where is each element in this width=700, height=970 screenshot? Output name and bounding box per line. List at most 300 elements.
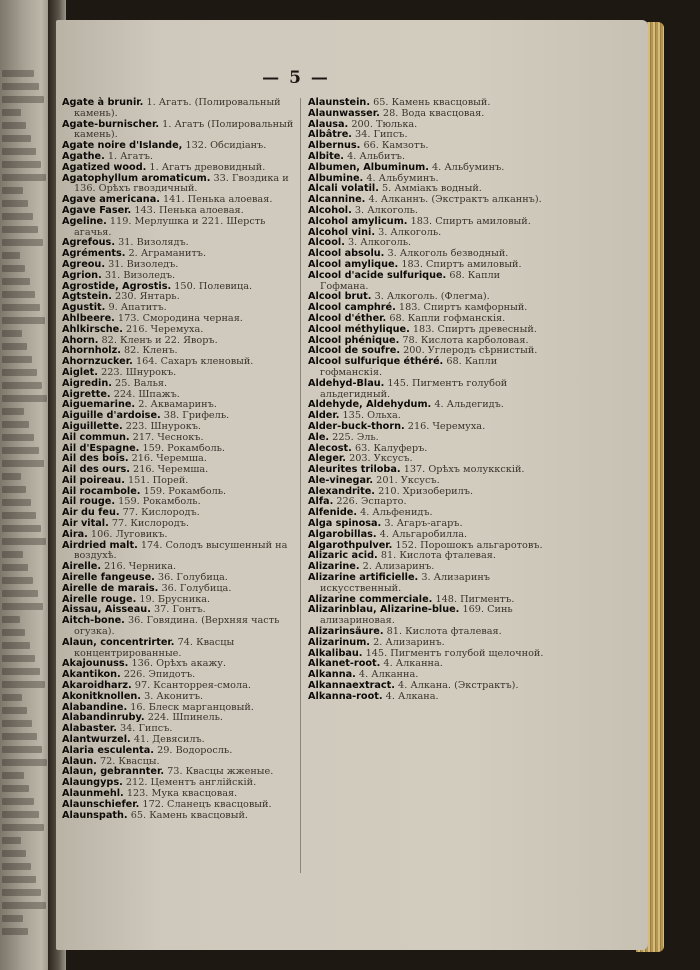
- entry-headword: Alizarine commerciale.: [308, 593, 433, 605]
- entry-headword: Alcool.: [308, 237, 345, 249]
- entry-headword: Alantwurzel.: [62, 734, 131, 746]
- left-page-text-fragment: [2, 655, 35, 662]
- entry-definition: 216. Черемша.: [131, 453, 207, 465]
- entry-definition: 150. Полевица.: [174, 280, 253, 292]
- entry-headword: Alkanet-root.: [308, 658, 381, 670]
- left-page-text-fragment: [2, 174, 46, 181]
- entry-definition: 4. Альдегидъ.: [434, 399, 504, 411]
- entry-headword: Alkanna-root.: [308, 690, 383, 702]
- left-page-text-fragment: [2, 317, 45, 324]
- entry-definition: 77. Кислородъ.: [122, 507, 200, 519]
- entry-headword: Agate à brunir.: [62, 97, 144, 108]
- page-number: — 5 —: [262, 68, 330, 88]
- entry-definition: 141. Пенька алоевая.: [163, 194, 273, 206]
- left-page-text-fragment: [2, 447, 39, 454]
- entry-headword: Agave americana.: [62, 194, 160, 206]
- entry-headword: Alder-buck-thorn.: [308, 420, 405, 432]
- entry-definition: 226. Эспарто.: [336, 496, 407, 508]
- entry-definition: 81. Кислота фталевая.: [386, 626, 502, 638]
- entry-headword: Alcool absolu.: [308, 248, 385, 260]
- left-page-text-fragment: [2, 382, 42, 389]
- dictionary-entry: [308, 573, 544, 595]
- entry-definition: 164. Сахаръ кленовый.: [135, 356, 254, 368]
- entry-headword: Ail des ours.: [62, 464, 130, 476]
- left-page-text-fragment: [2, 772, 24, 779]
- entry-headword: Agrostide, Agrostis.: [62, 280, 172, 292]
- entry-definition: 82. Кленъ и 22. Яворъ.: [101, 334, 218, 346]
- entry-definition: 1. Агатъ древовидный.: [149, 161, 266, 173]
- left-page-text-fragment: [2, 96, 44, 103]
- entry-definition: 97. Ксанторрея-смола.: [134, 680, 251, 692]
- entry-headword: Alcool de soufre.: [308, 345, 401, 357]
- entry-definition: 174. Солодъ высушенный на воздухѣ.: [74, 539, 288, 562]
- entry-definition: 212. Цементъ англійскій.: [125, 777, 257, 789]
- left-page-text-fragment: [2, 70, 34, 77]
- entry-headword: Alausa.: [308, 118, 349, 130]
- left-page-text-fragment: [2, 109, 21, 116]
- left-page-text-fragment: [2, 707, 27, 714]
- entry-definition: 119. Мерлушка и 221. Шерсть агачья.: [74, 215, 266, 238]
- left-page-text-fragment: [2, 200, 28, 207]
- entry-definition: 82. Кленъ.: [124, 345, 178, 357]
- left-page-text-fragment: [2, 616, 20, 623]
- entry-definition: 25. Валья.: [115, 377, 168, 389]
- entry-definition: 41. Девясилъ.: [133, 734, 205, 746]
- left-page-text-fragment: [2, 694, 22, 701]
- entry-definition: 123. Мука квасцовая.: [126, 788, 238, 799]
- entry-definition: 4. Алкана. (Экстрактъ).: [398, 680, 519, 692]
- entry-definition: 230. Янтарь.: [115, 291, 180, 303]
- left-page-text-fragment: [2, 226, 38, 233]
- left-page-text-fragment: [2, 330, 22, 337]
- entry-headword: Albumine.: [308, 172, 364, 184]
- entry-definition: 4. Алканна.: [358, 669, 419, 681]
- left-page-text-fragment: [2, 720, 32, 727]
- left-page-text-fragment: [2, 928, 28, 935]
- left-page-text-fragment: [2, 265, 25, 272]
- entry-headword: Aitch-bone.: [62, 615, 125, 627]
- entry-headword: Alcannine.: [308, 194, 366, 206]
- entry-definition: 16. Блеск марганцовый.: [130, 701, 254, 713]
- entry-headword: Albumen, Albuminum.: [308, 161, 429, 173]
- left-page-text-fragment: [2, 434, 34, 441]
- left-page-text-fragment: [2, 798, 34, 805]
- left-page-text-fragment: [2, 473, 21, 480]
- entry-definition: 9. Апатитъ.: [108, 302, 167, 314]
- entry-definition: 68. Капли гофманскія.: [389, 312, 506, 324]
- entry-headword: Ail d'Espagne.: [62, 442, 140, 454]
- entry-definition: 169. Синь ализариновая.: [320, 604, 513, 627]
- left-page-text-fragment: [2, 902, 46, 909]
- entry-definition: 36. Говядина. (Верхняя часть огузка).: [74, 615, 280, 638]
- entry-headword: Alaunmehl.: [62, 788, 124, 799]
- left-page-text-fragment: [2, 746, 42, 753]
- entry-headword: Alcool sulfurique éthéré.: [308, 356, 444, 368]
- entry-definition: 223. Шнурокъ.: [125, 420, 201, 432]
- entry-definition: 28. Вода квасцовая.: [382, 107, 485, 119]
- entry-definition: 3. Агаръ-агаръ.: [384, 518, 463, 530]
- entry-headword: Alkalibau.: [308, 647, 363, 659]
- entry-headword: Alaun, gebrannter.: [62, 766, 165, 778]
- entry-headword: Aira.: [62, 528, 88, 540]
- entry-definition: 4. Альбуминъ.: [432, 161, 505, 173]
- entry-definition: 65. Камень квасцовый.: [373, 97, 491, 108]
- entry-definition: 106. Луговикъ.: [90, 528, 168, 540]
- entry-definition: 1. Агатъ (Полировальный камень).: [74, 118, 294, 141]
- entry-headword: Ahornholz.: [62, 345, 121, 357]
- left-page-text-fragment: [2, 850, 26, 857]
- left-page-text-fragment: [2, 837, 21, 844]
- left-page-text-fragment: [2, 83, 39, 90]
- entry-headword: Algarothpulver.: [308, 539, 393, 551]
- entry-definition: 4. Алканна.: [383, 658, 443, 670]
- left-page-text-fragment: [2, 564, 28, 571]
- entry-definition: 145. Пигментъ голубой альдегидный.: [320, 377, 508, 400]
- left-column: [62, 98, 298, 821]
- left-page-text-fragment: [2, 291, 35, 298]
- entry-headword: Akonitknollen.: [62, 690, 141, 702]
- entry-headword: Alcool camphré.: [308, 302, 396, 314]
- left-page-text-fragment: [2, 525, 41, 532]
- entry-headword: Alizaric acid.: [308, 550, 378, 562]
- entry-headword: Alcool brut.: [308, 291, 372, 303]
- entry-definition: 200. Тюлька.: [351, 118, 418, 130]
- entry-headword: Ale-vinegar.: [308, 474, 374, 486]
- entry-definition: 173. Смородина черная.: [117, 312, 243, 324]
- entry-definition: 77. Кислородъ.: [111, 518, 189, 530]
- left-page-text-fragment: [2, 304, 40, 311]
- dictionary-entry: [62, 746, 298, 757]
- dictionary-entry: [62, 638, 298, 660]
- entry-headword: Agatophyllum aromaticum.: [62, 172, 211, 184]
- entry-definition: 136. Орѣхъ акажу.: [131, 658, 227, 670]
- left-page-text-fragment: [2, 499, 31, 506]
- entry-headword: Alaungyps.: [62, 777, 123, 789]
- entry-headword: Alcool méthylique.: [308, 323, 410, 335]
- left-page-text-fragment: [2, 512, 36, 519]
- entry-headword: Akajounuss.: [62, 658, 129, 670]
- entry-definition: 151. Порей.: [127, 474, 189, 486]
- entry-definition: 68. Капли Гофмана.: [320, 269, 501, 292]
- entry-headword: Aldehyd-Blau.: [308, 377, 385, 389]
- entry-headword: Airelle de marais.: [62, 582, 159, 594]
- dictionary-entry: [62, 98, 298, 120]
- entry-headword: Agate-burnischer.: [62, 118, 160, 130]
- entry-definition: 3. Алкоголь. (Флегма).: [374, 291, 490, 303]
- entry-headword: Alabandinruby.: [62, 712, 145, 724]
- left-page-text-fragment: [2, 161, 41, 168]
- entry-headword: Alcool d'acide sulfurique.: [308, 269, 447, 281]
- entry-definition: 224. Шпинель.: [147, 712, 224, 724]
- entry-headword: Algarobillas.: [308, 528, 377, 540]
- dictionary-entry: [308, 692, 544, 703]
- entry-definition: 3. Ализаринъ искусственный.: [320, 572, 490, 594]
- entry-definition: 37. Гонтъ.: [153, 604, 206, 616]
- entry-definition: 216. Черника.: [104, 561, 177, 573]
- entry-definition: 159. Рокамболь.: [143, 485, 227, 497]
- entry-headword: Agtstein.: [62, 291, 112, 303]
- entry-headword: Agréments.: [62, 248, 126, 260]
- entry-definition: 73. Квасцы жженые.: [167, 766, 274, 778]
- entry-headword: Ale.: [308, 431, 330, 443]
- entry-headword: Air vital.: [62, 518, 109, 530]
- entry-headword: Aissau, Aisseau.: [62, 604, 151, 616]
- entry-headword: Alaunwasser.: [308, 107, 380, 119]
- entry-headword: Alexandrite.: [308, 485, 375, 497]
- entry-headword: Aigredin.: [62, 377, 112, 389]
- entry-headword: Ail commun.: [62, 431, 130, 443]
- entry-definition: 1. Агатъ. (Полировальный камень).: [74, 97, 281, 119]
- entry-headword: Aiguille d'ardoise.: [62, 410, 161, 422]
- entry-headword: Agatized wood.: [62, 161, 147, 173]
- entry-headword: Alcohol.: [308, 204, 352, 216]
- entry-headword: Alaunspath.: [62, 809, 128, 821]
- left-page-text-fragment: [2, 148, 36, 155]
- entry-definition: 145. Пигментъ голубой щелочной.: [365, 647, 544, 659]
- dictionary-entry: [308, 379, 544, 401]
- entry-headword: Alcool d'éther.: [308, 312, 387, 324]
- entry-definition: 183. Спиртъ амиловый.: [410, 215, 531, 227]
- entry-definition: 3. Алкоголь безводный.: [387, 248, 509, 260]
- entry-headword: Alcohol vini.: [308, 226, 375, 238]
- entry-definition: 216. Черемша.: [133, 464, 209, 476]
- entry-headword: Aleger.: [308, 453, 346, 465]
- entry-definition: 216. Черемуха.: [126, 323, 204, 335]
- entry-headword: Ahorn.: [62, 334, 99, 346]
- entry-definition: 210. Хризоберилъ.: [378, 485, 474, 497]
- entry-definition: 2. Ализаринъ.: [362, 561, 435, 573]
- column-divider: [300, 98, 301, 873]
- entry-headword: Airdried malt.: [62, 539, 138, 551]
- entry-headword: Alaunstein.: [308, 97, 371, 108]
- left-page-text-fragment: [2, 642, 30, 649]
- left-page-text-fragment: [2, 395, 47, 402]
- entry-headword: Alcohol amylicum.: [308, 215, 408, 227]
- entry-headword: Air du feu.: [62, 507, 120, 519]
- dictionary-entry: [62, 174, 298, 196]
- left-page-text-fragment: [2, 889, 41, 896]
- entry-headword: Alaunschiefer.: [62, 798, 140, 810]
- entry-definition: 159. Рокамболь.: [142, 442, 225, 454]
- entry-definition: 143. Пенька алоевая.: [134, 204, 244, 216]
- left-page-text-fragment: [2, 759, 47, 766]
- entry-definition: 135. Ольха.: [342, 410, 401, 422]
- dictionary-entry: [62, 811, 298, 822]
- entry-definition: 19. Брусника.: [139, 593, 211, 605]
- entry-definition: 33. Гвоздика и 136. Орѣхъ гвоздичный.: [74, 172, 289, 195]
- entry-definition: 3. Аконитъ.: [144, 690, 204, 702]
- entry-definition: 183. Спиртъ древесный.: [412, 323, 537, 335]
- left-page-text-fragment: [2, 369, 37, 376]
- dictionary-entry: [308, 357, 544, 379]
- entry-headword: Ahornzucker.: [62, 356, 133, 368]
- left-page-text-fragment: [2, 876, 36, 883]
- entry-headword: Alcali volatil.: [308, 183, 379, 195]
- entry-headword: Aleurites triloba.: [308, 464, 401, 476]
- entry-headword: Albâtre.: [308, 129, 352, 141]
- entry-definition: 4. Алканнъ. (Экстрактъ алканнъ).: [368, 194, 542, 206]
- entry-headword: Agustit.: [62, 302, 106, 314]
- entry-definition: 2. Аквамаринъ.: [138, 399, 217, 411]
- dictionary-entry: [308, 271, 544, 293]
- entry-headword: Alaria esculenta.: [62, 744, 154, 756]
- entry-headword: Airelle fangeuse.: [62, 572, 155, 584]
- entry-headword: Alfenide.: [308, 507, 358, 519]
- entry-headword: Agrefous.: [62, 237, 115, 249]
- entry-definition: 148. Пигментъ.: [435, 593, 515, 605]
- entry-definition: 224. Шпажъ.: [113, 388, 180, 400]
- entry-headword: Aiguemarine.: [62, 399, 136, 411]
- entry-definition: 159. Рокамболь.: [118, 496, 201, 508]
- entry-headword: Alizarinsäure.: [308, 626, 384, 638]
- entry-definition: 36. Голубица.: [157, 572, 228, 584]
- entry-definition: 203. Уксусъ.: [349, 453, 413, 465]
- entry-definition: 183. Спиртъ амиловый.: [401, 258, 522, 270]
- entry-headword: Alkanna.: [308, 669, 356, 681]
- entry-definition: 29. Водоросль.: [157, 744, 233, 756]
- left-page-text-fragment: [2, 408, 24, 415]
- entry-definition: 78. Кислота карболовая.: [402, 334, 529, 346]
- left-page-text-fragment: [2, 538, 46, 545]
- entry-definition: 225. Эль.: [332, 431, 379, 443]
- entry-headword: Aigrette.: [62, 388, 111, 400]
- entry-definition: 4. Альбуминъ.: [366, 172, 439, 184]
- entry-headword: Agrion.: [62, 269, 102, 281]
- entry-headword: Alga spinosa.: [308, 518, 382, 530]
- entry-definition: 2. Аграманитъ.: [128, 248, 207, 260]
- entry-headword: Alabandine.: [62, 701, 128, 713]
- left-page-text-fragment: [2, 486, 26, 493]
- entry-definition: 74. Квасцы концентрированные.: [74, 636, 235, 659]
- left-page-text-fragment: [2, 252, 20, 259]
- entry-definition: 2. Ализаринъ.: [373, 636, 445, 648]
- entry-headword: Ail rocambole.: [62, 485, 141, 497]
- entry-headword: Ail des bois.: [62, 453, 129, 465]
- dictionary-entry: [62, 541, 298, 563]
- entry-headword: Airelle rouge.: [62, 593, 137, 605]
- entry-definition: 68. Капли гофманскія.: [320, 356, 498, 378]
- entry-definition: 3. Алкоголь.: [354, 204, 418, 216]
- left-page-text-fragment: [2, 343, 27, 350]
- entry-headword: Aldehyde, Aldehydum.: [308, 399, 432, 411]
- entry-headword: Alder.: [308, 410, 340, 422]
- entry-headword: Alaun.: [62, 755, 97, 767]
- entry-headword: Aiguillette.: [62, 420, 123, 432]
- entry-definition: 200. Углеродъ сѣрнистый.: [403, 345, 538, 357]
- entry-definition: 4. Альфенидъ.: [360, 507, 433, 519]
- entry-definition: 38. Грифель.: [163, 410, 230, 422]
- entry-headword: Alfa.: [308, 496, 334, 508]
- left-page-text-fragment: [2, 239, 43, 246]
- entry-headword: Albite.: [308, 150, 344, 162]
- entry-headword: Airelle.: [62, 561, 102, 573]
- left-page-text-fragment: [2, 590, 38, 597]
- left-page-text-fragment: [2, 811, 39, 818]
- entry-definition: 4. Альгаробилла.: [379, 528, 468, 540]
- left-page-text-fragment: [2, 460, 44, 467]
- entry-headword: Alizarinblau, Alizarine-blue.: [308, 604, 460, 616]
- entry-headword: Akantikon.: [62, 669, 121, 681]
- entry-definition: 3. Алкоголь.: [378, 226, 442, 238]
- entry-headword: Agathe.: [62, 150, 105, 162]
- entry-headword: Ail rouge.: [62, 496, 116, 508]
- entry-headword: Akaroidharz.: [62, 680, 132, 692]
- entry-definition: 63. Калуферъ.: [354, 442, 428, 454]
- left-page-text-fragment: [2, 213, 33, 220]
- entry-headword: Alizarine.: [308, 561, 360, 573]
- entry-definition: 34. Гипсъ.: [119, 723, 173, 735]
- entry-definition: 81. Кислота фталевая.: [380, 550, 496, 562]
- left-page-text-fragment: [2, 187, 23, 194]
- entry-definition: 152. Порошокъ альгаротовъ.: [395, 539, 543, 551]
- left-page-text-fragment: [2, 681, 45, 688]
- entry-definition: 1. Агатъ.: [107, 150, 153, 162]
- entry-headword: Alkannaextract.: [308, 680, 395, 692]
- entry-definition: 3. Алкоголь.: [347, 237, 412, 249]
- entry-definition: 5. Аммiакъ водный.: [382, 183, 482, 195]
- dictionary-entry: [62, 217, 298, 239]
- entry-definition: 226. Эпидотъ.: [123, 669, 196, 681]
- entry-headword: Alcool phénique.: [308, 334, 400, 346]
- left-page-text-fragment: [2, 135, 31, 142]
- entry-headword: Aiglet.: [62, 366, 98, 378]
- entry-headword: Alizarinum.: [308, 636, 370, 648]
- entry-definition: 132. Обсидіанъ.: [185, 140, 267, 152]
- entry-definition: 172. Сланецъ квасцовый.: [142, 798, 272, 810]
- left-page-text-fragment: [2, 603, 43, 610]
- entry-headword: Alecost.: [308, 442, 352, 454]
- left-page-text-fragment: [2, 733, 37, 740]
- entry-definition: 4. Альбитъ.: [347, 150, 406, 162]
- left-page-text-fragment: [2, 824, 44, 831]
- entry-headword: Agreou.: [62, 258, 106, 270]
- entry-definition: 217. Чеснокъ.: [132, 431, 204, 443]
- entry-headword: Alcool amylique.: [308, 258, 399, 270]
- entry-headword: Alaun, concentrirter.: [62, 636, 175, 648]
- entry-headword: Ageline.: [62, 215, 107, 227]
- left-page-text-fragment: [2, 668, 40, 675]
- entry-headword: Ahlbeere.: [62, 312, 115, 324]
- left-page-text-fragment: [2, 551, 23, 558]
- dictionary-entry: [62, 616, 298, 638]
- entry-definition: 137. Орѣхъ молуккскій.: [403, 464, 525, 476]
- left-page-text-fragment: [2, 577, 33, 584]
- entry-definition: 36. Голубица.: [161, 582, 232, 594]
- left-page-text-fragment: [2, 421, 29, 428]
- left-page-text-fragment: [2, 278, 30, 285]
- entry-headword: Ahlkirsche.: [62, 323, 123, 335]
- left-page-text-fragment: [2, 122, 26, 129]
- entry-definition: 34. Гипсъ.: [355, 129, 408, 141]
- entry-definition: 223. Шнурокъ.: [101, 366, 177, 378]
- entry-headword: Alizarine artificielle.: [308, 572, 419, 584]
- left-page-text-fragment: [2, 915, 23, 922]
- dictionary-entry: [62, 120, 298, 142]
- entry-headword: Albernus.: [308, 140, 361, 152]
- entry-headword: Ail poireau.: [62, 474, 125, 486]
- entry-definition: 66. Камзотъ.: [363, 140, 429, 152]
- right-column: [308, 98, 544, 703]
- entry-definition: 201. Уксусъ.: [376, 474, 440, 486]
- left-page-text-fragment: [2, 629, 25, 636]
- entry-headword: Alabaster.: [62, 723, 117, 735]
- entry-definition: 216. Черемуха.: [407, 420, 486, 432]
- entry-definition: 65. Камень квасцовый.: [130, 809, 249, 821]
- dictionary-entry: [308, 605, 544, 627]
- entry-definition: 31. Визолядъ.: [118, 237, 189, 249]
- entry-headword: Agate noire d'Islande,: [62, 140, 183, 152]
- entry-definition: 4. Алкана.: [385, 690, 439, 702]
